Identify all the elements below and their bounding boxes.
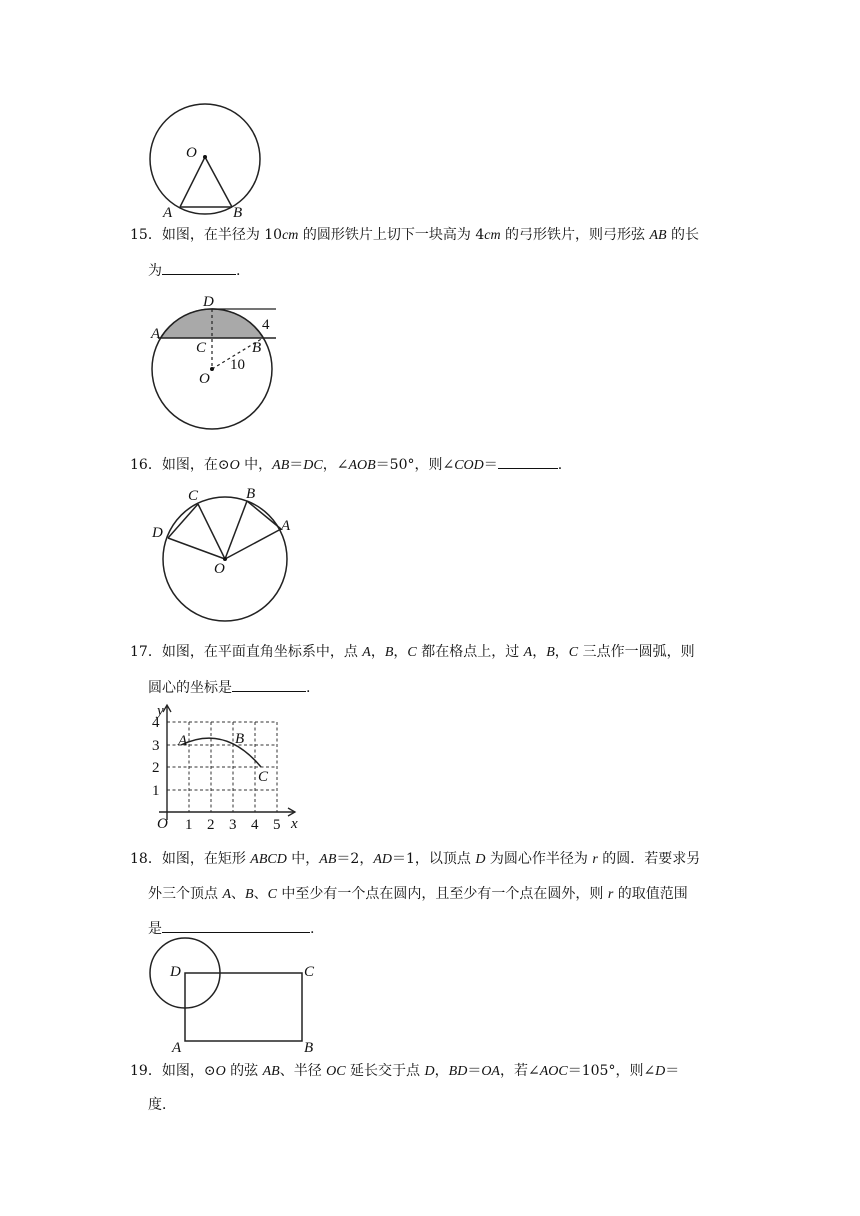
label-d: D <box>203 294 214 310</box>
x-tick-label: 4 <box>251 817 259 833</box>
label-a: A <box>163 205 173 220</box>
y-tick-label: 2 <box>152 760 160 776</box>
label-b: B <box>235 731 245 747</box>
label-b: B <box>233 205 243 220</box>
label-a: A <box>172 1040 182 1056</box>
label-o: O <box>186 145 197 161</box>
figure-rectangle-circle <box>145 934 325 1056</box>
y-tick-label: 3 <box>152 738 160 754</box>
q18-line3: 是 . <box>148 918 314 938</box>
q17-line1: 17．如图，在平面直角坐标系中，点 A，B，C 都在格点上，过 A，B，C 三点作一圆弧，则 <box>130 644 695 660</box>
y-axis-label: y <box>157 703 164 719</box>
x-axis-label: x <box>291 816 298 832</box>
label-d: D <box>170 964 181 980</box>
answer-blank <box>498 454 558 469</box>
q18-line2: 外三个顶点 A、B、C 中至少有一个点在圆内，且至少有一个点在圆外，则 r 的取值范围 <box>148 886 688 902</box>
answer-blank <box>162 918 310 933</box>
label-b: B <box>246 486 256 502</box>
q15-line2: 为 . <box>148 260 240 280</box>
x-tick-label: 3 <box>229 817 237 833</box>
x-tick-label: 1 <box>185 817 193 833</box>
x-tick-label: 5 <box>273 817 281 833</box>
label-radius: 10 <box>230 357 245 373</box>
y-tick-label: 1 <box>152 783 160 799</box>
answer-blank <box>232 677 306 692</box>
y-tick-label: 4 <box>152 715 160 731</box>
label-o: O <box>214 561 225 577</box>
q17-line2: 圆心的坐标是 . <box>148 677 310 697</box>
label-c: C <box>258 769 269 785</box>
q18-line1: 18．如图，在矩形 ABCD 中，AB＝2，AD＝1，以顶点 D 为圆心作半径为 r 的圆．若要求另 <box>130 851 701 867</box>
label-a: A <box>178 733 188 749</box>
q19-line1: 19．如图，⊙O 的弦 AB、半径 OC 延长交于点 D，BD＝OA，若∠AOC＝105°，则∠D＝ <box>130 1063 680 1079</box>
figure-circle-radii <box>148 484 298 626</box>
label-a: A <box>281 518 291 534</box>
label-c: C <box>304 964 315 980</box>
label-height: 4 <box>262 317 270 333</box>
label-d: D <box>152 525 163 541</box>
label-b: B <box>304 1040 314 1056</box>
origin-label: O <box>157 816 168 832</box>
label-b: B <box>252 340 262 356</box>
label-c: C <box>188 488 199 504</box>
figure-segment <box>150 290 282 432</box>
q19-line2: 度． <box>148 1097 176 1113</box>
figure-circle-chord <box>145 98 270 220</box>
label-o: O <box>199 371 210 387</box>
answer-blank <box>162 260 236 275</box>
label-c: C <box>196 340 207 356</box>
figure-coordinate-grid <box>145 702 305 837</box>
x-tick-label: 2 <box>207 817 215 833</box>
q15-line1: 15．如图，在半径为 10cm 的圆形铁片上切下一块高为 4cm 的弓形铁片，则弓形弦 AB 的长 <box>130 227 700 243</box>
q16-line1: 16．如图，在⊙O 中，AB＝DC，∠AOB＝50°，则∠COD＝ . <box>130 454 562 474</box>
label-a: A <box>151 326 161 342</box>
